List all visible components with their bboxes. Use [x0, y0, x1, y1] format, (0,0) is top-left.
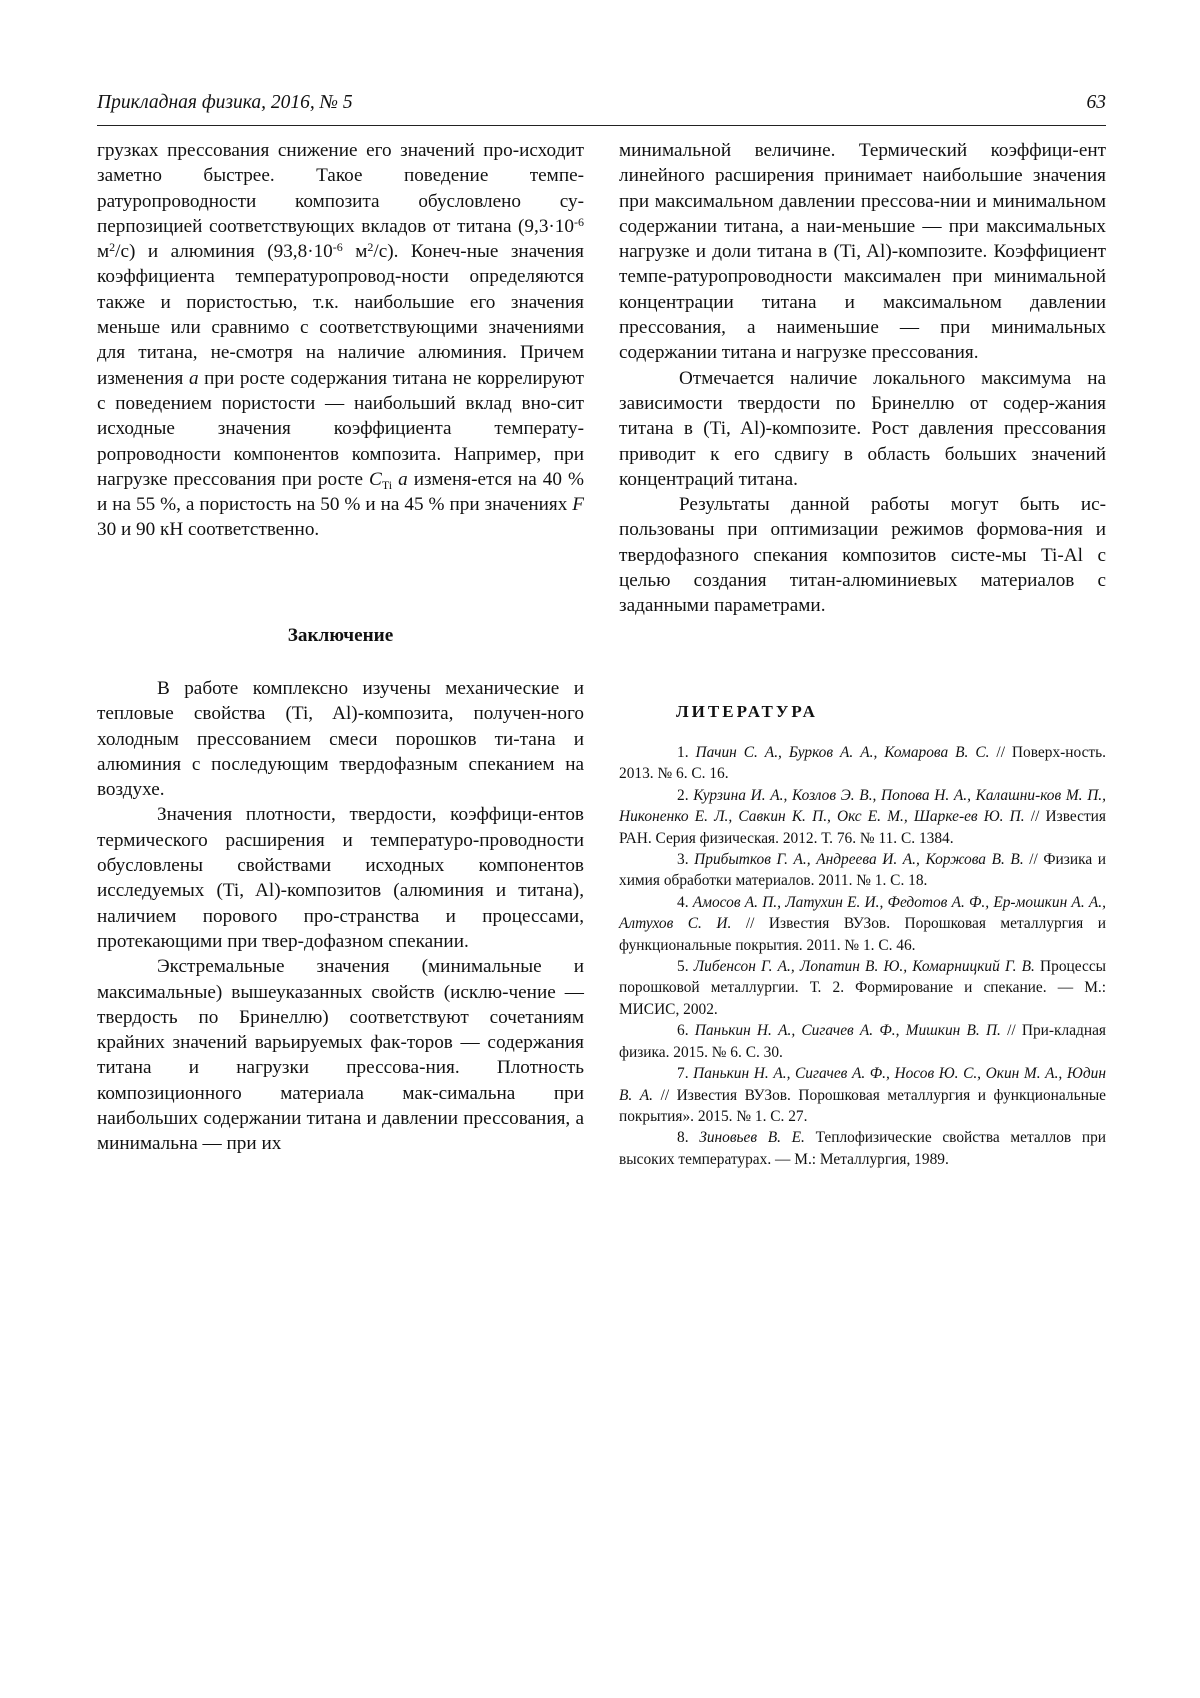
conclusion-paragraph-3: Экстремальные значения (минимальные и максимальные) вышеуказанных свойств (исклю-чение — твердость по Бринеллю) соответствуют сочетаниям крайних значений варьируемых фак-торов — содержания титана и нагрузки прессова-ния. Плотность композиционного материала мак-симальна при наибольших содержании титана и давлении прессования, а минимальна — при их — [97, 956, 584, 1155]
right-paragraph-2: Отмечается наличие локального максимума на зависимости твердости по Бринеллю от содер-жания титана в (Ti, Al)-композите. Рост давления прессования приводит к его сдвигу в область больших значений концентраций титана. — [619, 367, 1106, 490]
right-column-text — [619, 138, 1106, 619]
references-heading: ЛИТЕРАТУРА — [676, 702, 818, 721]
left-column-text — [97, 138, 584, 543]
references-list — [619, 742, 1106, 1170]
conclusion-section — [97, 676, 584, 1157]
page-number: 63 — [1086, 92, 1106, 113]
right-paragraph-3: Результаты данной работы могут быть ис-пользованы при оптимизации режимов формова-ния и твердофазного спекания композитов систе-мы Ti-Al с целью создания титан-алюминиевых материалов с заданными параметрами. — [619, 494, 1106, 617]
journal-title: Прикладная физика, 2016, № 5 — [97, 92, 353, 113]
header-rule — [97, 125, 1106, 126]
continuation-paragraph: грузках прессования снижение его значений про-исходит заметно быстрее. Такое поведение темпе-ратуропроводности композита обусловлено су-перпозицией соответствующих вкладов от титана ($9,3\cdot 10^{-6}$ $м^2/с$) и алюминия ($93,8\cdot 10^{-6}$ $м^2/с$). Конеч-ные значения коэффициента температуропровод-ности определяются также и пористостью, т.к. наибольшие его значения меньше или сравнимо с соответствующими значениями для титана, не-смотря на наличие алюминия. Причем изменения a при росте содержания титана не коррелируют с поведением пористости — наибольший вклад вно-сит исходные значения коэффициента температу-ропроводности компонентов композита. Например, при нагрузке прессования при росте $C_{Ti}$ a изменя-ется на 40 % и на 55 %, а пористость на 50 % и на 45 % при значениях F 30 и 90 кН соответственно. — [97, 140, 584, 541]
reference-item: 2. Курзина И. А., Козлов Э. В., Попова Н. А., Калашни-ков М. П., Никоненко Е. Л., Савкин К. П., Окс Е. М., Шарке-ев Ю. П. // Известия РАН. Серия физическая. 2012. Т. 76. № 11. С. 1384. — [619, 786, 1107, 847]
conclusion-paragraph-1: В работе комплексно изучены механические и тепловые свойства (Ti, Al)-композита, получен-ного холодным прессованием смеси порошков ти-тана и алюминия с последующим твердофазным спеканием на воздухе. — [97, 678, 584, 801]
reference-item: 8. Зиновьев В. Е. Теплофизические свойства металлов при высоких температурах. — М.: Металлургия, 1989. — [619, 1129, 1107, 1168]
conclusion-paragraph-2: Значения плотности, твердости, коэффици-ентов термического расширения и температуро-проводности обусловлены свойствами исходных компонентов исследуемых (Ti, Al)-композитов (алюминия и титана), наличием порового про-странства и процессами, протекающими при твер-дофазном спекании. — [97, 804, 584, 952]
reference-item: 3. Прибытков Г. А., Андреева И. А., Коржова В. В. // Физика и химия обработки материалов. 2011. № 1. С. 18. — [619, 851, 1106, 890]
conclusion-heading: Заключение — [287, 625, 394, 646]
reference-item: 7. Панькин Н. А., Сигачев А. Ф., Носов Ю. С., Окин М. А., Юдин В. А. // Известия ВУЗов. Порошковая металлургия и функциональные покрытия». 2015. № 1. С. 27. — [619, 1065, 1106, 1125]
running-header — [97, 92, 1106, 122]
reference-item: 1. Пачин С. А., Бурков А. А., Комарова В. С. // Поверх-ность. 2013. № 6. С. 16. — [619, 744, 1107, 783]
right-paragraph-1: минимальной величине. Термический коэффици-ент линейного расширения принимает наибольшие значения при максимальном давлении прессова-нии и минимальном содержании титана, а наи-меньшие — при максимальных нагрузке и доли титана в (Ti, Al)-композите. Коэффициент темпе-ратуропроводности максимален при минимальной концентрации титана и максимальном давлении прессования, а наименьшие — при минимальных содержании титана и нагрузке прессования. — [619, 140, 1106, 364]
reference-item: 5. Либенсон Г. А., Лопатин В. Ю., Комарницкий Г. В. Процессы порошковой металлургии. Т. 2. Формирование и спекание. — М.: МИСИС, 2002. — [619, 958, 1107, 1018]
reference-item: 6. Панькин Н. А., Сигачев А. Ф., Мишкин В. П. // При-кладная физика. 2015. № 6. С. 30. — [619, 1022, 1106, 1061]
reference-item: 4. Амосов А. П., Латухин Е. И., Федотов А. Ф., Ер-мошкин А. А., Алтухов С. И. // Известия ВУЗов. Порошковая металлургия и функциональные покрытия. 2011. № 1. С. 46. — [619, 893, 1106, 954]
